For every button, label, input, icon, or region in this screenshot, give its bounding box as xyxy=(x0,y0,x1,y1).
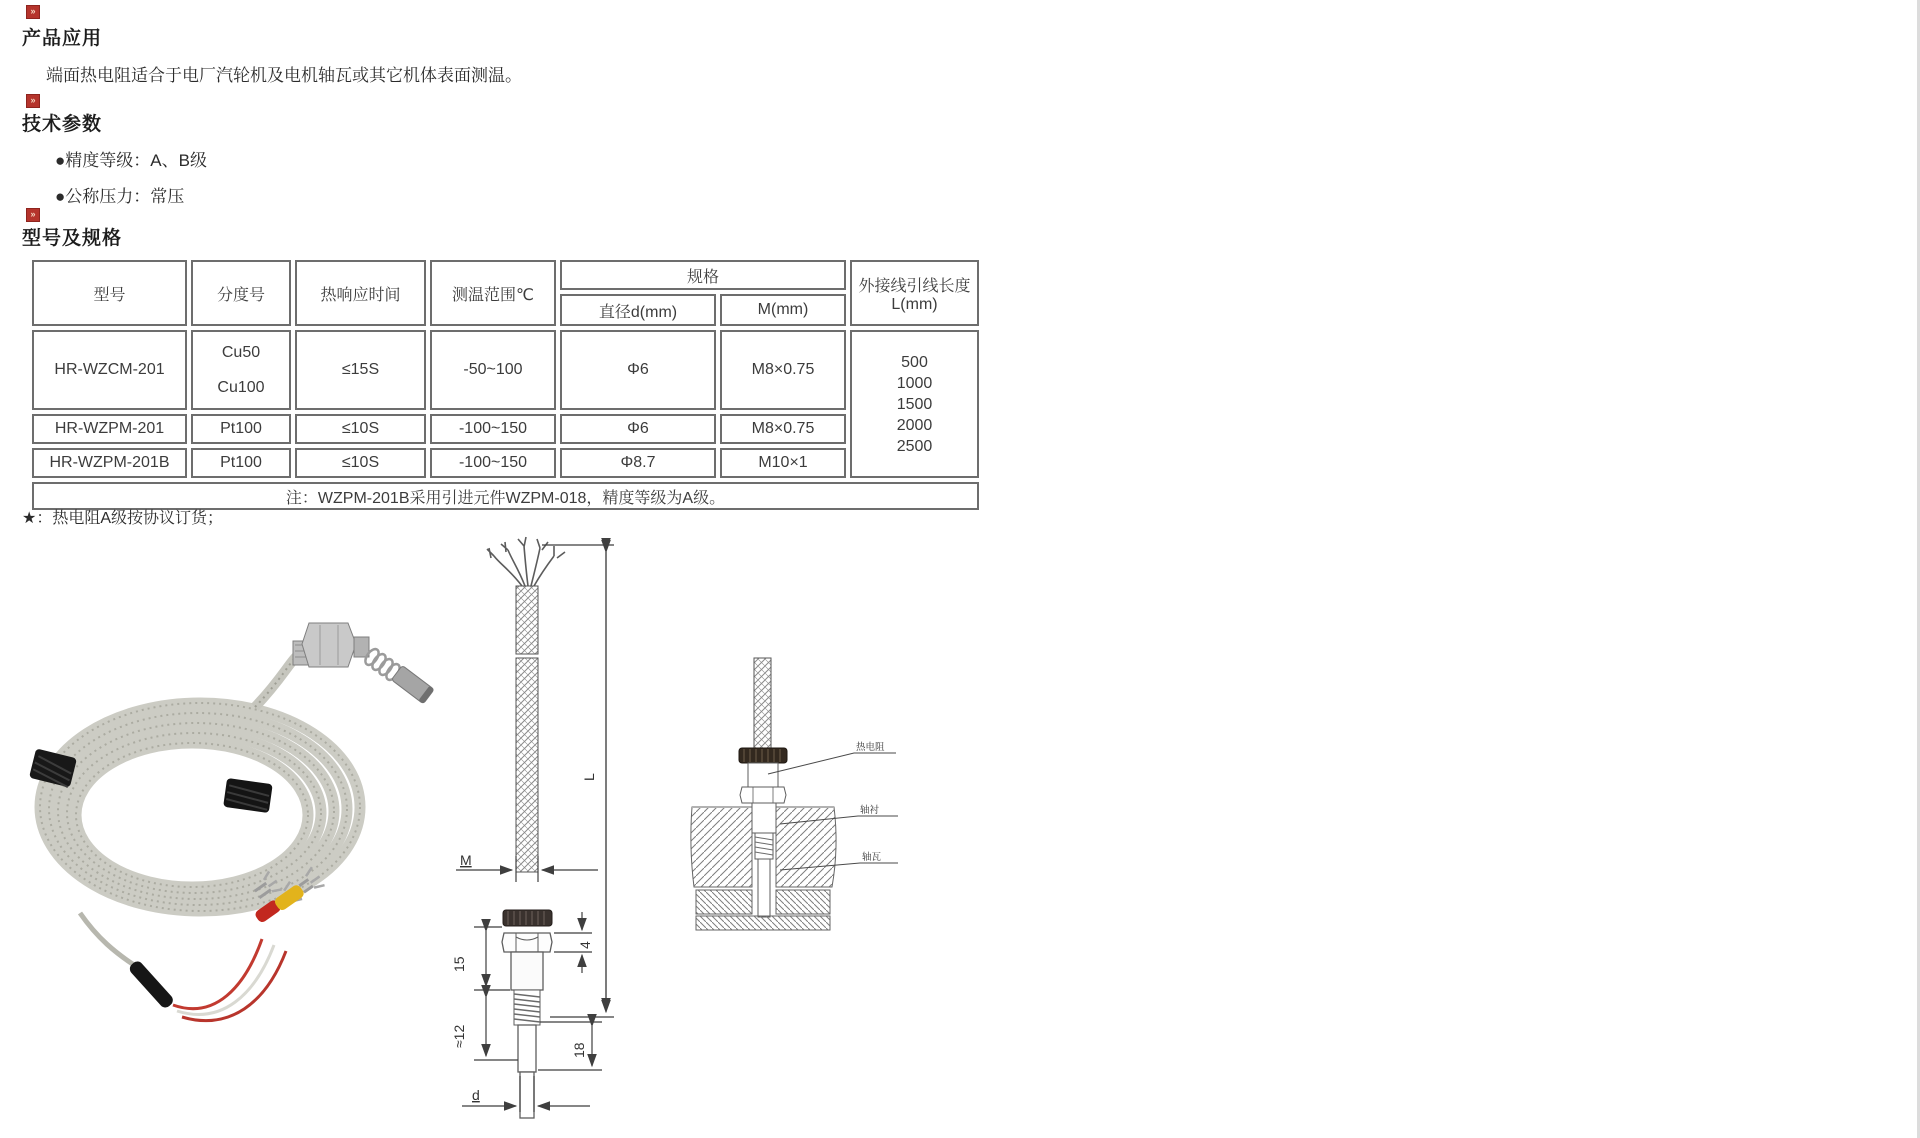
cell-thread: M10×1 xyxy=(720,448,846,478)
parameter-item: ●精度等级：A、B级 xyxy=(55,151,207,170)
probe-tip xyxy=(758,859,770,917)
dim-label-L: L xyxy=(581,773,597,781)
compression-fitting xyxy=(293,623,369,667)
table-row xyxy=(32,330,979,410)
collar xyxy=(748,763,778,787)
probe-neck xyxy=(752,803,776,833)
parameter-item: ●公称压力：常压 xyxy=(55,187,185,206)
table-row xyxy=(32,448,979,478)
cell-range: -100~150 xyxy=(430,414,556,444)
spec-table xyxy=(28,256,983,514)
col-header-model: 型号 xyxy=(32,260,187,326)
graduation-line: Cu50 xyxy=(221,344,261,361)
fitting-body xyxy=(511,952,543,990)
threaded-section xyxy=(514,990,540,1025)
cell-response: ≤10S xyxy=(295,448,426,478)
cell-graduation: Pt100 xyxy=(191,414,291,444)
col-header-range: 测温范围℃ xyxy=(430,260,556,326)
cell-range: -50~100 xyxy=(430,330,556,410)
order-footnote: ★：热电阻A级按协议订货； xyxy=(22,510,224,527)
lead-length-value: 2000 xyxy=(896,416,933,434)
lead-header-line2: L(mm) xyxy=(891,295,938,313)
product-photo-coiled-sensor xyxy=(10,595,435,1085)
spec-table-wrapper xyxy=(28,256,983,514)
knurled-ring xyxy=(503,910,552,926)
cell-graduation: Pt100 xyxy=(191,448,291,478)
label-bushing: 轴衬 xyxy=(860,805,880,816)
lead-wires xyxy=(173,939,286,1021)
table-note: 注：WZPM-201B采用引进元件WZPM-018，精度等级为A级。 xyxy=(32,482,979,510)
dim-label-M: M xyxy=(460,852,472,868)
threaded-plug xyxy=(755,833,773,859)
red-bullet-icon: » xyxy=(26,94,40,108)
lead-length-value: 1000 xyxy=(896,374,933,392)
lead-header-line1: 外接线引线长度 xyxy=(858,277,971,295)
section-title-application: 产品应用 xyxy=(22,28,103,49)
red-bullet-icon: » xyxy=(26,208,40,222)
col-header-lead-length xyxy=(850,260,979,326)
cell-model: HR-WZPM-201 xyxy=(32,414,187,444)
col-header-diameter: 直径d(mm) xyxy=(560,294,716,326)
dim-label-18: 18 xyxy=(571,1042,587,1058)
dim-label-15: 15 xyxy=(451,956,467,972)
dim-label-d: d xyxy=(472,1087,480,1103)
cell-thread: M8×0.75 xyxy=(720,414,846,444)
hex-nut xyxy=(740,787,786,803)
cell-graduation xyxy=(191,330,291,410)
section-title-models: 型号及规格 xyxy=(22,228,123,249)
col-header-response: 热响应时间 xyxy=(295,260,426,326)
section-title-parameters: 技术参数 xyxy=(22,114,103,135)
cell-response: ≤15S xyxy=(295,330,426,410)
coil-band xyxy=(223,778,273,813)
lead-length-value: 1500 xyxy=(896,395,933,413)
braided-cable xyxy=(516,586,538,872)
dim-label-4: 4 xyxy=(577,941,593,949)
black-sleeve xyxy=(127,959,175,1010)
braided-cable xyxy=(754,658,771,748)
header-row-1 xyxy=(32,260,979,290)
hex-nut xyxy=(502,933,552,952)
cell-lead-lengths xyxy=(850,330,979,478)
cell-diameter: Φ6 xyxy=(560,330,716,410)
dim-12 xyxy=(474,997,518,1060)
probe-dimension-drawing xyxy=(430,528,635,1120)
probe-sheath xyxy=(518,1025,536,1072)
cell-response: ≤10S xyxy=(295,414,426,444)
knurled-ring xyxy=(739,748,787,763)
cell-thread: M8×0.75 xyxy=(720,330,846,410)
thin-lead xyxy=(80,913,134,965)
label-rtd: 热电阻 xyxy=(856,742,885,753)
probe-thin-tip xyxy=(520,1072,534,1118)
table-row xyxy=(32,414,979,444)
cable-coil xyxy=(40,703,360,911)
cell-diameter: Φ6 xyxy=(560,414,716,444)
cell-model: HR-WZCM-201 xyxy=(32,330,187,410)
red-bullet-icon: » xyxy=(26,5,40,19)
col-header-thread: M(mm) xyxy=(720,294,846,326)
lead-length-value: 2500 xyxy=(896,437,933,455)
graduation-line: Cu100 xyxy=(217,379,265,396)
dim-18 xyxy=(538,1022,602,1070)
label-pad: 轴瓦 xyxy=(862,852,882,863)
probe-tip xyxy=(391,665,434,703)
cell-model: HR-WZPM-201B xyxy=(32,448,187,478)
cell-diameter: Φ8.7 xyxy=(560,448,716,478)
lead-length-value: 500 xyxy=(901,353,928,371)
application-body: 端面热电阻适合于电厂汽轮机及电机轴瓦或其它机体表面测温。 xyxy=(46,66,522,85)
cell-range: -100~150 xyxy=(430,448,556,478)
col-header-graduation: 分度号 xyxy=(191,260,291,326)
dim-label-12: ≈12 xyxy=(451,1024,467,1048)
installation-drawing xyxy=(688,652,903,937)
lead-forks xyxy=(487,537,565,586)
col-header-spec-group: 规格 xyxy=(560,260,846,290)
